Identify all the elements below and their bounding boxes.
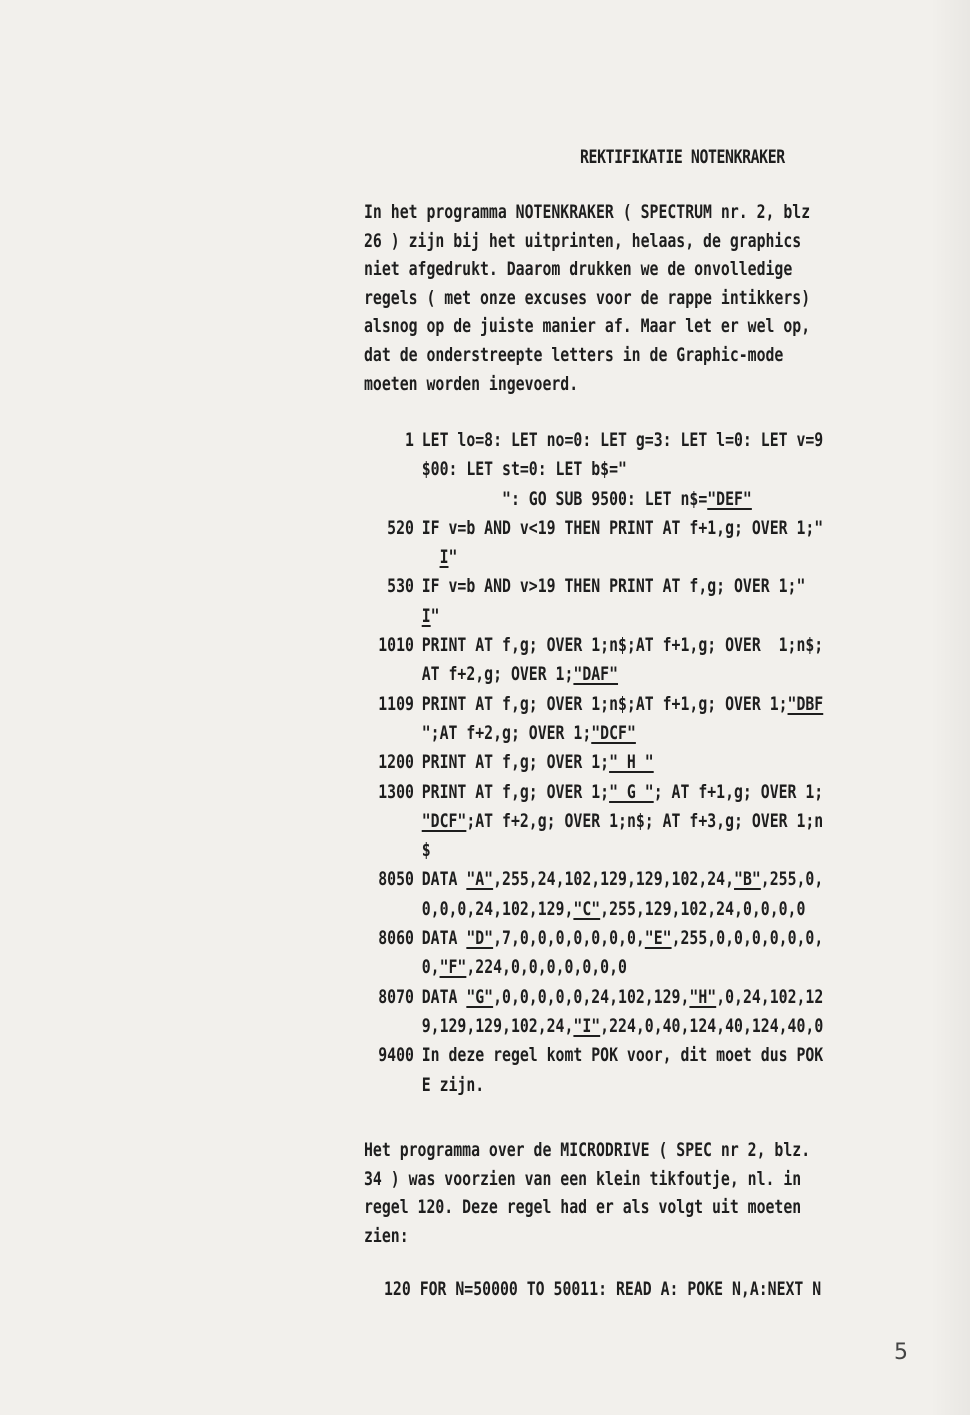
code-fragment: PRINT AT f,g; OVER 1;n$;AT f+1,g; OVER 1;n$; <box>421 634 824 657</box>
intro-line: niet afgedrukt. Daarom drukken we de onvolledige <box>364 258 793 281</box>
listing-row <box>364 778 823 807</box>
intro-line: 26 ) zijn bij het uitprinten, helaas, de graphics <box>364 229 802 252</box>
graphic-mode-chars: "H" <box>689 985 717 1008</box>
code-fragment: PRINT AT f,g; OVER 1; <box>421 751 610 774</box>
intro-line: regels ( met onze excuses voor de rappe intikkers) <box>364 286 811 309</box>
code-text <box>422 514 824 543</box>
code-fragment: ; AT f+1,g; OVER 1; <box>653 780 824 803</box>
code-text <box>422 572 806 601</box>
microdrive-line: zien: <box>364 1224 409 1247</box>
code-fragment: 0,0,0,24,102,129, <box>421 897 574 920</box>
listing-row <box>364 631 823 660</box>
listing-row <box>364 514 823 543</box>
code-fragment: ,7,0,0,0,0,0,0,0, <box>493 927 645 950</box>
line-number <box>364 455 414 484</box>
listing-row <box>364 690 823 719</box>
code-text <box>422 865 824 894</box>
line-number: 9400 <box>378 1044 414 1067</box>
line-number <box>364 1012 414 1041</box>
graphic-mode-chars: "I" <box>573 1014 601 1037</box>
code-text <box>422 543 458 572</box>
code-text <box>422 807 824 836</box>
graphic-mode-chars: "A" <box>466 868 494 891</box>
code-fragment: ,0,24,102,12 <box>716 985 824 1008</box>
code-text <box>422 455 627 484</box>
listing-row <box>364 602 823 631</box>
listing-row <box>364 953 823 982</box>
line-number <box>364 836 414 865</box>
line-number <box>364 485 414 514</box>
microdrive-line: regel 120. Deze regel had er als volgt uit moeten <box>364 1196 802 1219</box>
code-fragment: DATA <box>421 868 467 891</box>
code-fragment: ";AT f+2,g; OVER 1; <box>421 721 592 744</box>
intro-line: dat de onderstreepte letters in de Graphic-mode <box>364 343 784 366</box>
graphic-mode-chars: " H " <box>609 751 654 774</box>
page-title: REKTIFIKATIE NOTENKRAKER <box>580 146 785 168</box>
code-fragment: ,224,0,40,124,40,124,40,0 <box>600 1014 824 1037</box>
listing-row <box>364 543 823 572</box>
corrected-code-line: 120 FOR N=50000 TO 50011: READ A: POKE N,A:NEXT N <box>384 1278 822 1300</box>
line-number <box>364 660 414 689</box>
listing-row <box>364 924 823 953</box>
intro-line: moeten worden ingevoerd. <box>364 372 579 395</box>
code-fragment: ,224,0,0,0,0,0,0,0 <box>466 956 627 979</box>
graphic-mode-chars: "DAF" <box>573 663 619 686</box>
code-fragment: $00: LET st=0: LET b$=" <box>421 458 627 481</box>
code-fragment: AT f+2,g; OVER 1; <box>421 663 574 686</box>
code-fragment <box>422 546 440 568</box>
listing-row <box>364 455 823 484</box>
code-fragment: IF v=b AND v>19 THEN PRINT AT f,g; OVER 1;" <box>421 575 806 598</box>
line-number <box>364 895 414 924</box>
code-fragment: ,255,0, <box>760 868 824 891</box>
microdrive-line: 34 ) was voorzien van een klein tikfoutje, nl. in <box>364 1167 802 1190</box>
line-number: 1300 <box>378 780 414 803</box>
microdrive-paragraph <box>364 1136 871 1250</box>
basic-listing <box>364 426 823 1100</box>
listing-row <box>364 719 823 748</box>
graphic-mode-chars: I <box>439 546 449 569</box>
line-number: 8060 <box>378 927 414 950</box>
line-number <box>364 602 414 631</box>
microdrive-line: Het programma over de MICRODRIVE ( SPEC nr 2, blz. <box>364 1139 811 1161</box>
code-text <box>422 1041 824 1070</box>
line-number <box>364 719 414 748</box>
code-fragment: PRINT AT f,g; OVER 1;n$;AT f+1,g; OVER 1; <box>421 692 788 715</box>
graphic-mode-chars: "DCF" <box>591 721 636 744</box>
code-fragment: $ <box>421 839 431 862</box>
code-text <box>422 631 824 660</box>
graphic-mode-chars: "G" <box>466 985 494 1008</box>
code-text <box>422 1071 484 1100</box>
intro-line: In het programma NOTENKRAKER ( SPECTRUM nr. 2, blz <box>364 201 811 223</box>
code-fragment: IF v=b AND v<19 THEN PRINT AT f+1,g; OVER 1;" <box>421 516 824 539</box>
code-text <box>422 485 752 514</box>
line-number: 520 <box>387 516 414 539</box>
intro-paragraph <box>364 198 871 398</box>
listing-row <box>364 895 823 924</box>
listing-row <box>364 1012 823 1041</box>
listing-row <box>364 572 823 601</box>
graphic-mode-chars: "F" <box>439 956 467 979</box>
code-text <box>422 748 654 777</box>
line-number <box>364 543 414 572</box>
graphic-mode-chars: "B" <box>734 868 761 891</box>
code-text <box>422 924 824 953</box>
graphic-mode-chars: "E" <box>644 927 672 950</box>
line-number <box>364 953 414 982</box>
code-fragment: ,255,24,102,129,129,102,24, <box>493 868 735 891</box>
side-title-rectificaties <box>115 730 185 1310</box>
page-edge-shadow <box>930 0 970 1415</box>
graphic-mode-chars: "D" <box>466 927 494 950</box>
code-text <box>422 660 618 689</box>
code-text <box>422 953 627 982</box>
code-fragment: LET lo=8: LET no=0: LET g=3: LET l=0: LET v=9 <box>421 429 824 451</box>
line-number: 1200 <box>378 751 414 774</box>
listing-row <box>364 983 823 1012</box>
code-text <box>422 778 824 807</box>
line-number: 8070 <box>378 985 414 1008</box>
code-fragment: 0, <box>421 956 440 979</box>
code-fragment: ,0,0,0,0,0,24,102,129, <box>493 985 690 1008</box>
code-text <box>422 426 824 455</box>
code-text <box>422 983 824 1012</box>
page-number: 5 <box>894 1340 908 1365</box>
code-text <box>422 1012 824 1041</box>
graphic-mode-chars: " G " <box>609 780 654 803</box>
graphic-mode-chars: I <box>421 604 431 627</box>
graphic-mode-chars: "DEF" <box>707 487 752 510</box>
code-fragment: E zijn. <box>421 1073 485 1096</box>
listing-row <box>364 807 823 836</box>
code-fragment: ,255,0,0,0,0,0,0, <box>671 927 824 950</box>
code-fragment: DATA <box>421 927 467 950</box>
line-number <box>364 807 414 836</box>
graphic-mode-chars: "C" <box>573 897 601 920</box>
listing-row <box>364 485 823 514</box>
code-text <box>422 602 440 631</box>
code-text <box>422 895 806 924</box>
graphic-mode-chars: "DCF" <box>421 809 467 832</box>
line-number: 530 <box>387 575 414 598</box>
graphic-mode-chars: "DBF <box>787 692 824 715</box>
line-number: 1010 <box>378 634 414 657</box>
code-fragment: " <box>430 604 440 627</box>
code-fragment: ,255,129,102,24,0,0,0,0 <box>600 897 806 920</box>
line-number <box>364 1071 414 1100</box>
line-number: 8050 <box>378 868 414 891</box>
listing-row <box>364 1041 823 1070</box>
listing-row <box>364 836 823 865</box>
code-fragment: 9,129,129,102,24, <box>421 1014 574 1037</box>
listing-row <box>364 748 823 777</box>
line-number: 1109 <box>378 692 414 715</box>
code-fragment: ;AT f+2,g; OVER 1;n$; AT f+3,g; OVER 1;n <box>466 809 824 832</box>
code-fragment: " <box>448 546 458 569</box>
listing-row <box>364 1071 823 1100</box>
code-fragment: ": GO SUB 9500: LET n$= <box>421 487 708 510</box>
code-text <box>422 836 431 865</box>
intro-line: alsnog op de juiste manier af. Maar let er wel op, <box>364 315 811 338</box>
line-number: 1 <box>404 429 414 451</box>
code-fragment: In deze regel komt POK voor, dit moet dus POK <box>421 1044 824 1067</box>
code-text <box>422 719 636 748</box>
code-fragment: PRINT AT f,g; OVER 1; <box>421 780 610 803</box>
code-text <box>422 690 824 719</box>
code-fragment: DATA <box>421 985 467 1008</box>
listing-row <box>364 660 823 689</box>
listing-row <box>364 426 823 455</box>
listing-row <box>364 865 823 894</box>
